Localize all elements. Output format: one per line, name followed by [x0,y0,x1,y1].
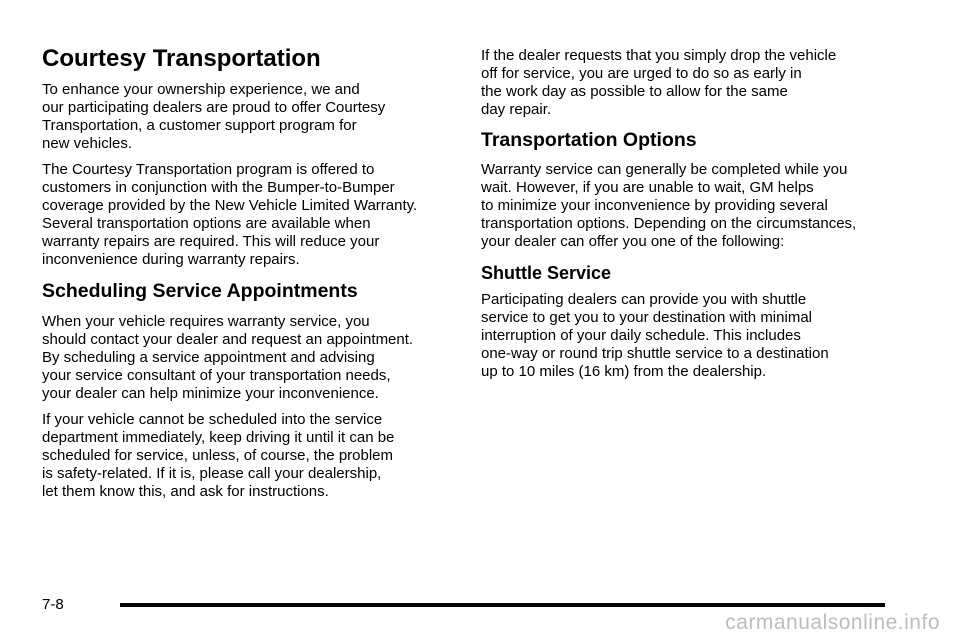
text-line: to minimize your inconvenience by providing several [481,197,828,215]
text-line: up to 10 miles (16 km) from the dealership. [481,363,767,381]
paragraph-cannot-schedule [42,411,394,501]
text-line: Warranty service can generally be completed while you [481,161,848,178]
text-line: If the dealer requests that you simply drop the vehicle [481,47,837,64]
text-line: should contact your dealer and request an appointment. [42,331,414,349]
text-line: To enhance your ownership experience, we and [42,81,360,98]
text-line: interruption of your daily schedule. This includes [481,327,801,345]
text-line: If your vehicle cannot be scheduled into the service [42,411,383,428]
heading-transportation-options: Transportation Options [481,129,697,151]
text-line: the work day as possible to allow for the same [481,83,788,101]
paragraph-shuttle [481,291,829,381]
text-line: off for service, you are urged to do so as early in [481,65,802,83]
heading-shuttle-service: Shuttle Service [481,263,612,283]
text-line: warranty repairs are required. This will reduce your [42,233,380,251]
heading-courtesy-transportation: Courtesy Transportation [42,45,321,72]
text-line: our participating dealers are proud to offer Courtesy [42,99,386,117]
footer-rule [120,603,885,607]
paragraph-appointments [42,313,413,403]
text-line: let them know this, and ask for instructions. [42,483,329,501]
text-line: transportation options. Depending on the circumstances, [481,215,857,233]
text-line: customers in conjunction with the Bumper-to-Bumper [42,179,395,197]
text-line: inconvenience during warranty repairs. [42,251,300,269]
text-line: By scheduling a service appointment and advising [42,349,375,367]
text-line: your service consultant of your transportation needs, [42,367,391,385]
paragraph-drop-off [481,47,836,119]
heading-scheduling-service: Scheduling Service Appointments [42,280,358,302]
text-line: Participating dealers can provide you with shuttle [481,291,807,308]
text-line: wait. However, if you are unable to wait, GM helps [481,179,814,197]
text-line: your dealer can offer you one of the following: [481,233,785,251]
text-line: Transportation, a customer support program for [42,117,357,135]
text-line: your dealer can help minimize your inconvenience. [42,385,379,403]
paragraph-program [42,161,417,270]
text-line: new vehicles. [42,135,133,153]
text-line: day repair. [481,101,552,119]
text-line: Several transportation options are available when [42,215,371,233]
page-number: 7-8 [42,596,64,613]
paragraph-options [481,161,856,251]
text-line: one-way or round trip shuttle service to a destination [481,345,829,363]
paragraph-intro [42,81,385,153]
text-line: service to get you to your destination with minimal [481,309,812,327]
text-line: When your vehicle requires warranty service, you [42,313,370,330]
text-line: department immediately, keep driving it until it can be [42,429,395,447]
text-line: coverage provided by the New Vehicle Limited Warranty. [42,197,418,215]
text-line: is safety-related. If it is, please call your dealership, [42,465,382,483]
text-line: scheduled for service, unless, of course, the problem [42,447,394,465]
text-line: The Courtesy Transportation program is offered to [42,161,375,178]
watermark: carmanualsonline.info [725,611,940,634]
